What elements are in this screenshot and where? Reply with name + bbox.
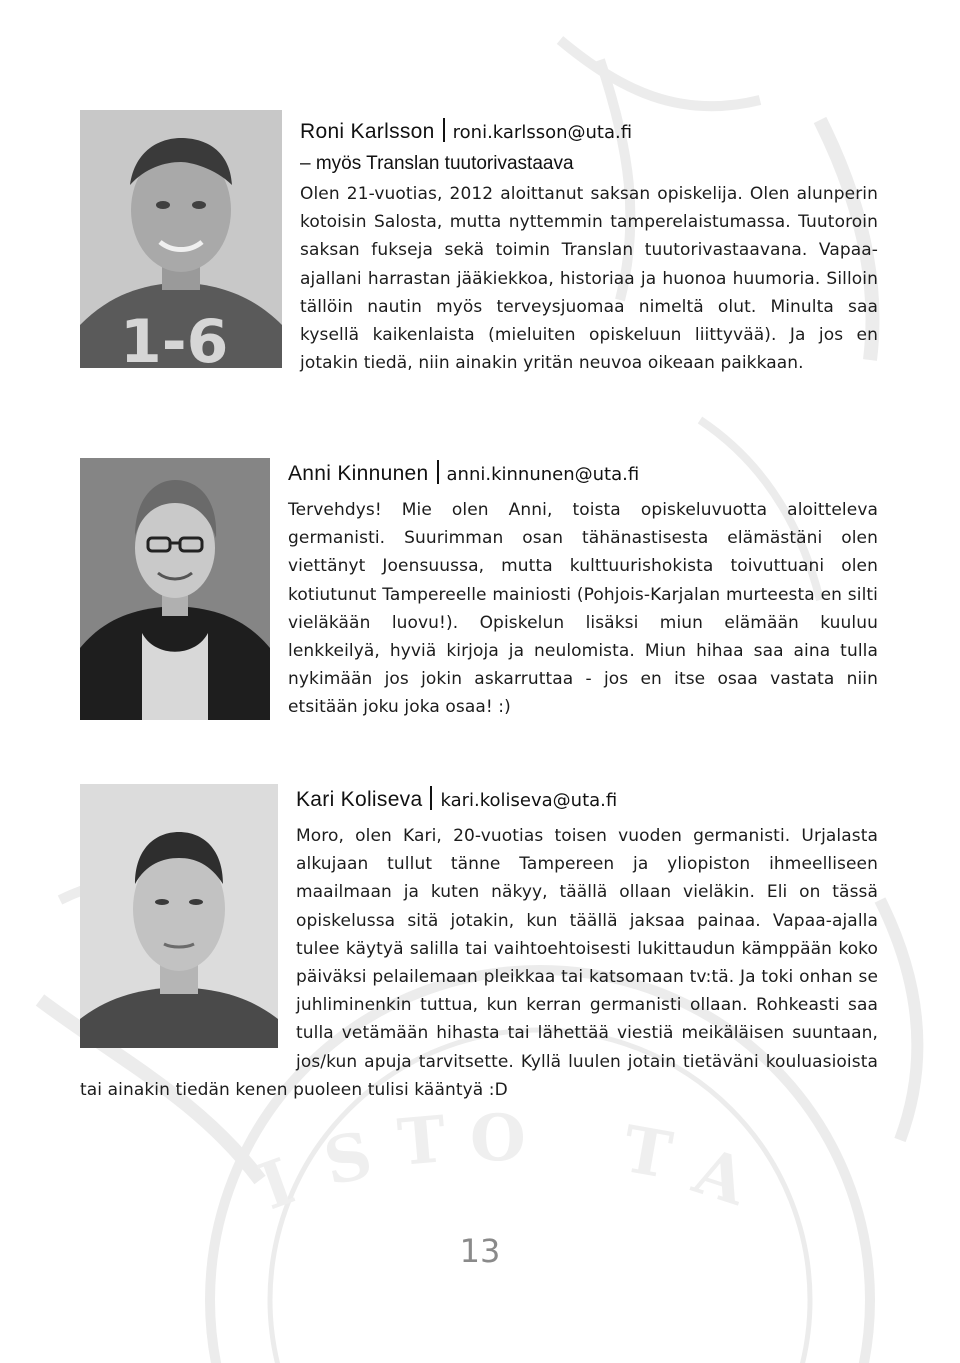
- roni-email[interactable]: roni.karlsson@uta.fi: [452, 122, 633, 143]
- kari-name: Kari Koliseva: [296, 788, 423, 811]
- svg-text:T: T: [617, 1111, 678, 1195]
- svg-text:T: T: [394, 1102, 449, 1181]
- svg-text:A: A: [685, 1133, 756, 1221]
- roni-role: – myös Translan tuutorivastaava: [300, 153, 574, 174]
- kari-email[interactable]: kari.koliseva@uta.fi: [440, 790, 618, 811]
- profile-roni: [80, 110, 878, 377]
- svg-text:1-6: 1-6: [120, 307, 229, 368]
- svg-text:I: I: [249, 1144, 304, 1226]
- anni-photo: [80, 458, 270, 720]
- anni-name: Anni Kinnunen: [288, 462, 429, 485]
- roni-name: Roni Karlsson: [300, 120, 435, 143]
- profile-anni: [80, 458, 878, 722]
- roni-bio: Olen 21-vuotias, 2012 aloittanut saksan opiskelija. Olen alunperin kotoisin Salosta, mutta nyttemmin tamperelaistumassa. Tuutoroin saksan fukseja sekä toimin Translan tuutorivastaavana. Vapaa-ajallani harrastan jääkiekkoa, historiaa ja huonoa huumoria. Silloin tällöin nautin myös terveysjuomaa nimeltä olut. Minulta saa kysellä kaikenlaista (mieluiten opiskeluun liittyvää). Ja jos en jotakin tiedä, niin ainakin yritän neuvoa oikeaan paikkaan.: [300, 184, 878, 374]
- kari-bio: Moro, olen Kari, 20-vuotias toisen vuoden germanisti. Urjalasta alkujaan tullut tänne Tampereen ja yliopiston ihmeelliseen maailmaan ja kuten näkyy, täällä ollaan vieläkin. Eli on tässä opiskelussa sitä jotakin, kun täällä jaksaa painaa. Vapaa-ajalla tulee käytyä salilla tai vaihtoehtoisesti lukittaudun kämppään koko päiväksi pelailemaan pleikkaa tai katsomaan tv:tä. Ja toki onhan se juhliminenkin tuttua, kun kerran germanisti ollaan. Rohkeasti saa tulla vetämään hihasta tai lähettää viestiä meikäläisen suuntaan, jos/kun apuja tarvitsette. Kyllä luulen jotain tietäväni kouluasioista tai ainakin tiedän kenen puoleen tulisi kääntyä :D: [80, 826, 878, 1100]
- svg-text:S: S: [317, 1117, 379, 1201]
- anni-bio: Tervehdys! Mie olen Anni, toista opiskeluvuotta aloitteleva germanisti. Suurimman osan tähänastisesta elämästäni olen viettänyt Joensuussa, mutta kulttuurishokista toivuttuani olen kotiutunut Tampereelle mainiosti (Pohjois-Karjalan murteesta en silti vieläkään luovu!). Opiskelun lisäksi miun elämään kuuluu lenkkeilyä, hyviä kirjoja ja neulomista. Miun hihaa saa aina tulla nykimään jos jokin askarruttaa - jos en itse osaa vastata niin etsitään joku joka osaa! :): [288, 500, 878, 718]
- profile-kari: [80, 784, 878, 1104]
- roni-photo: [80, 110, 282, 368]
- svg-text:O: O: [470, 1101, 526, 1176]
- separator: [430, 786, 432, 810]
- separator: [443, 118, 445, 142]
- anni-email[interactable]: anni.kinnunen@uta.fi: [446, 464, 640, 485]
- separator: [437, 460, 439, 484]
- kari-photo: [80, 784, 278, 1048]
- page-number: 13: [459, 1232, 501, 1270]
